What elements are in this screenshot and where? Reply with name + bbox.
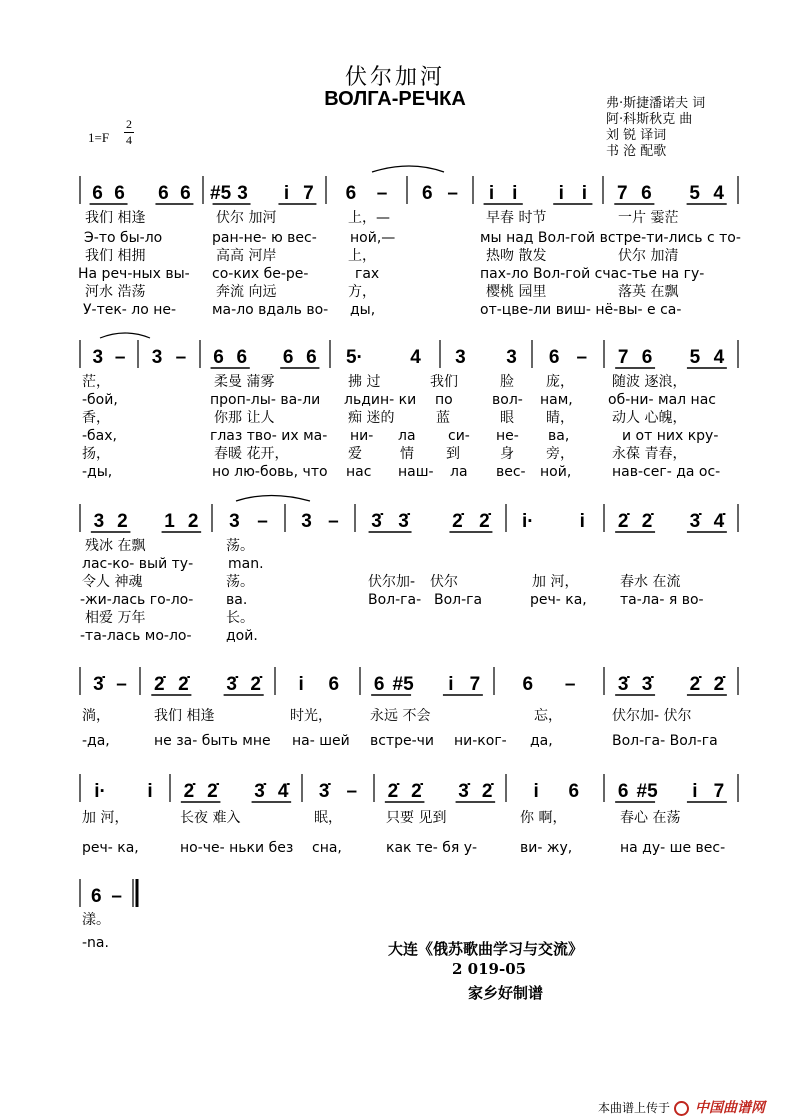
lyric-text: 加 河， bbox=[532, 574, 579, 590]
lyric-text: 扬， bbox=[82, 446, 110, 462]
lyric-text: На реч-ных вы- bbox=[78, 266, 190, 282]
lyric-text: 春暖 花开， bbox=[214, 446, 289, 462]
lyric-text: Вол-га- Вол-га bbox=[612, 733, 718, 749]
site-watermark bbox=[598, 1097, 765, 1117]
note: 2̇ bbox=[250, 674, 262, 695]
lyric-text: как те- бя у- bbox=[386, 840, 478, 856]
credit-composer: 阿·科斯秋克 曲 bbox=[606, 112, 693, 127]
note: i bbox=[692, 781, 698, 802]
time-signature-bottom: 4 bbox=[126, 133, 132, 147]
lyric-text: 到 bbox=[446, 446, 460, 462]
note: 3 bbox=[506, 347, 517, 368]
lyric-text: 伏尔 加清 bbox=[618, 248, 679, 264]
lyric-text: проп-лы- ва-ли bbox=[210, 392, 321, 408]
key-signature: 1=F bbox=[88, 130, 110, 145]
note: 6 bbox=[306, 347, 317, 368]
note: 3 bbox=[301, 511, 312, 532]
lyric-text: ни-ког- bbox=[454, 733, 507, 749]
lyric-text: 庞， bbox=[546, 374, 574, 390]
lyric-text: 伏尔 加河 bbox=[216, 210, 277, 226]
lyric-text: 荡。 bbox=[226, 574, 254, 590]
note: – bbox=[116, 674, 127, 695]
note: 3 bbox=[229, 511, 240, 532]
note: #5 bbox=[636, 781, 658, 802]
note: – bbox=[376, 183, 388, 204]
note: 3 bbox=[237, 183, 248, 204]
lyric-text: мы над Вол-гой встре-ти-лись с то- bbox=[480, 230, 741, 246]
lyric-text: 上，— bbox=[348, 210, 390, 226]
note: 3 bbox=[151, 347, 163, 368]
note: 3̇ bbox=[318, 781, 330, 802]
note: 4̇ bbox=[277, 781, 289, 802]
lyric-text: и от них кру- bbox=[622, 428, 719, 444]
lyric-text: ла bbox=[450, 464, 468, 480]
note: – bbox=[114, 347, 126, 368]
note: 2̇ bbox=[481, 781, 493, 802]
tie-arc bbox=[100, 333, 150, 338]
lyric-text: Вол-га- bbox=[368, 592, 422, 608]
note: – bbox=[111, 886, 122, 907]
lyric-text: 香， bbox=[82, 410, 110, 426]
lyric-text: 春水 在流 bbox=[620, 574, 681, 590]
credit-translator: 刘 锐 译词 bbox=[606, 128, 667, 143]
lyric-text: -na. bbox=[82, 935, 109, 951]
lyric-text: реч- ка, bbox=[82, 840, 139, 856]
lyric-text: 春心 在荡 bbox=[620, 810, 681, 826]
lyric-text: 你那 让人 bbox=[214, 410, 275, 426]
note: – bbox=[564, 674, 576, 695]
credit-arranger: 书 沧 配歌 bbox=[606, 144, 667, 159]
note: 6 bbox=[373, 674, 385, 695]
lyric-text: на ду- ше вес- bbox=[620, 840, 726, 856]
note: 7 bbox=[469, 674, 481, 695]
note: i bbox=[533, 781, 539, 802]
lyric-text: ва, bbox=[548, 428, 570, 444]
note: 2̇ bbox=[387, 781, 399, 802]
lyric-text: гах bbox=[355, 266, 380, 282]
note: 3̇ bbox=[617, 674, 629, 695]
note: 4̇ bbox=[713, 511, 725, 532]
lyric-text: от-цве-ли виш- нё-вы- е са- bbox=[480, 302, 682, 318]
lyric-text: 爱 bbox=[348, 446, 362, 462]
lyric-text: та-ла- я во- bbox=[620, 592, 704, 608]
note: 2 bbox=[187, 511, 199, 532]
note: 6 bbox=[568, 781, 580, 802]
lyric-text: 一片 霎茫 bbox=[618, 210, 679, 226]
lyric-text: ва. bbox=[226, 592, 248, 608]
note: – bbox=[175, 347, 187, 368]
lyric-text: 你 啊， bbox=[520, 810, 567, 826]
note: 2̇ bbox=[452, 511, 463, 532]
lyric-text: не за- быть мне bbox=[154, 733, 271, 749]
note: i bbox=[283, 183, 290, 204]
lyric-text: 眼 bbox=[500, 410, 514, 426]
time-signature-top: 2 bbox=[126, 117, 132, 131]
lyric-text: Э-то бы-ло bbox=[84, 230, 163, 246]
note: 6 bbox=[641, 347, 653, 368]
note: 5 bbox=[689, 347, 701, 368]
lyric-text: 早春 时节 bbox=[486, 210, 547, 226]
lyric-text: 眠， bbox=[314, 810, 342, 826]
lyric-text: 上， bbox=[348, 248, 376, 264]
note: i bbox=[512, 183, 518, 204]
lyric-text: 旁， bbox=[546, 446, 574, 462]
lyric-text: 身 bbox=[500, 446, 514, 462]
lyric-text: со-ких бе-ре- bbox=[212, 266, 309, 282]
lyric-text: по bbox=[435, 392, 453, 408]
lyric-text: 相爱 万年 bbox=[85, 610, 146, 626]
lyric-text: ды, bbox=[350, 302, 376, 318]
lyric-text: 睛， bbox=[546, 410, 574, 426]
note: i bbox=[579, 511, 585, 532]
note: 2̇ bbox=[689, 674, 701, 695]
lyric-text: 情 bbox=[400, 446, 414, 462]
lyric-text: 伏尔 bbox=[430, 574, 458, 590]
lyric-text: да, bbox=[530, 733, 553, 749]
lyric-text: лас-ко- вый ту- bbox=[82, 556, 194, 572]
lyric-text: 漾。 bbox=[82, 912, 110, 928]
lyric-text: 痴 迷的 bbox=[348, 410, 395, 426]
footer-source: 大连《俄苏歌曲学习与交流》 bbox=[388, 940, 584, 958]
lyric-text: -да, bbox=[82, 733, 110, 749]
note: 6 bbox=[617, 781, 629, 802]
note: 6 bbox=[345, 183, 357, 204]
lyric-text: 我们 相逢 bbox=[85, 210, 146, 226]
lyric-text: пах-ло Вол-гой счас-тье на гу- bbox=[480, 266, 705, 282]
lyric-text: но лю-бовь, что bbox=[212, 464, 328, 480]
lyric-text: -бах, bbox=[82, 428, 117, 444]
lyric-text: 我们 相逢 bbox=[154, 708, 215, 724]
lyric-text: Вол-га bbox=[434, 592, 483, 608]
note: 6 bbox=[422, 183, 433, 204]
lyric-text: 长夜 难入 bbox=[180, 810, 241, 826]
lyric-text: 只要 见到 bbox=[386, 810, 447, 826]
lyric-text: ма-ло вдаль во- bbox=[212, 302, 329, 318]
lyric-text: 令人 神魂 bbox=[82, 574, 143, 590]
lyric-text: ной,— bbox=[350, 230, 396, 246]
lyric-text: У-тек- ло не- bbox=[83, 302, 177, 318]
lyric-text: нас bbox=[346, 464, 372, 480]
logo-icon bbox=[674, 1101, 689, 1116]
note: 6 bbox=[180, 183, 191, 204]
lyric-text: нав-сег- да ос- bbox=[612, 464, 721, 480]
note: 6 bbox=[91, 886, 102, 907]
note: 3̇ bbox=[641, 674, 653, 695]
note: – bbox=[328, 511, 339, 532]
note: 2 bbox=[117, 511, 128, 532]
lyric-text: 淌， bbox=[82, 708, 110, 724]
lyric-text: вол- bbox=[492, 392, 523, 408]
note: 4 bbox=[410, 347, 421, 368]
note: 2̇ bbox=[411, 781, 422, 802]
note: 7 bbox=[616, 183, 628, 204]
note: 2̇ bbox=[713, 674, 725, 695]
note: 3̇ bbox=[226, 674, 237, 695]
note: 7 bbox=[713, 781, 725, 802]
lyric-text: 我们 bbox=[430, 374, 458, 390]
note: 4 bbox=[713, 183, 725, 204]
lyric-text: 茫， bbox=[82, 374, 110, 390]
lyric-text: 方， bbox=[348, 284, 376, 300]
note: 2̇ bbox=[617, 511, 629, 532]
lyric-text: 河水 浩荡 bbox=[85, 284, 146, 300]
note: i bbox=[581, 183, 588, 204]
note: 2̇ bbox=[641, 511, 653, 532]
lyric-text: 伏尔加- 伏尔 bbox=[612, 708, 692, 724]
note: 3 bbox=[93, 511, 105, 532]
note: 2̇ bbox=[183, 781, 195, 802]
note: 5 bbox=[689, 183, 700, 204]
song-title-russian: ВОЛГА-РЕЧКА bbox=[324, 88, 466, 110]
lyric-text: 长。 bbox=[226, 610, 254, 626]
note: 6 bbox=[328, 674, 340, 695]
lyric-text: 伏尔加- bbox=[368, 574, 416, 590]
note: i bbox=[147, 781, 153, 802]
tie-arc bbox=[236, 496, 310, 502]
lyric-text: 荡。 bbox=[226, 538, 254, 554]
lyric-text: ви- жу, bbox=[520, 840, 573, 856]
note: 2̇ bbox=[479, 511, 490, 532]
lyric-text: -та-лась мо-ло- bbox=[80, 628, 192, 644]
lyric-text: 加 河， bbox=[82, 810, 129, 826]
lyric-text: 脸 bbox=[500, 374, 514, 390]
lyric-text: 随波 逐浪， bbox=[612, 374, 687, 390]
lyric-text: не- bbox=[496, 428, 519, 444]
note: 6 bbox=[213, 347, 224, 368]
lyric-text: сна, bbox=[312, 840, 342, 856]
lyric-text: man. bbox=[228, 556, 264, 572]
lyric-text: 时光， bbox=[290, 708, 332, 724]
note: 6 bbox=[548, 347, 560, 368]
note: 3̇ bbox=[398, 511, 409, 532]
lyric-text: ла bbox=[398, 428, 416, 444]
lyric-text: 残冰 在飘 bbox=[85, 538, 146, 554]
lyric-text: 柔曼 蒲雾 bbox=[214, 374, 275, 390]
lyric-text: дой. bbox=[226, 628, 258, 644]
note: 6 bbox=[522, 674, 534, 695]
note: 6 bbox=[92, 183, 103, 204]
note: i· bbox=[94, 781, 106, 802]
note: 2̇ bbox=[153, 674, 165, 695]
note: i bbox=[488, 183, 495, 204]
lyric-text: 动人 心魄， bbox=[612, 410, 687, 426]
lyric-text: 永远 不会 bbox=[370, 708, 431, 724]
credit-lyricist: 弗·斯捷潘诺夫 词 bbox=[606, 96, 706, 111]
note: i bbox=[558, 183, 564, 204]
lyric-text: наш- bbox=[398, 464, 434, 480]
watermark-text: 本曲谱上传于 bbox=[598, 1101, 671, 1115]
lyric-text: встре-чи bbox=[370, 733, 435, 749]
note: i bbox=[448, 674, 454, 695]
note: #5 bbox=[210, 183, 232, 204]
note: 7 bbox=[617, 347, 629, 368]
lyric-text: 永葆 青春， bbox=[612, 446, 687, 462]
note: i· bbox=[521, 511, 534, 532]
note: 3 bbox=[92, 347, 104, 368]
lyric-text: льдин- ки bbox=[344, 392, 417, 408]
lyric-text: об-ни- мал нас bbox=[608, 392, 716, 408]
lyric-text: -жи-лась го-ло- bbox=[80, 592, 194, 608]
footer-maker: 家乡好制谱 bbox=[468, 984, 544, 1002]
note: 7 bbox=[303, 183, 314, 204]
lyric-text: ни- bbox=[350, 428, 374, 444]
note: 6 bbox=[236, 347, 248, 368]
note: – bbox=[576, 347, 588, 368]
lyric-text: си- bbox=[448, 428, 470, 444]
note: – bbox=[447, 183, 458, 204]
lyric-text: -бой, bbox=[82, 392, 118, 408]
note: 3̇ bbox=[93, 674, 104, 695]
lyric-text: на- шей bbox=[292, 733, 350, 749]
note: 6 bbox=[282, 347, 294, 368]
note: 6 bbox=[114, 183, 125, 204]
footer-date: 2 019-05 bbox=[452, 960, 527, 978]
lyric-text: нам, bbox=[540, 392, 573, 408]
note: 3 bbox=[455, 347, 466, 368]
lyric-text: 高高 河岸 bbox=[216, 248, 277, 264]
lyric-text: -ды, bbox=[82, 464, 113, 480]
song-title-chinese: 伏尔加河 bbox=[344, 65, 445, 90]
lyric-text: 奔流 向远 bbox=[216, 284, 277, 300]
note: 3̇ bbox=[458, 781, 469, 802]
lyric-text: глаз тво- их ма- bbox=[210, 428, 328, 444]
lyric-text: 樱桃 园里 bbox=[486, 284, 547, 300]
note: 2̇ bbox=[178, 674, 189, 695]
tie-arc bbox=[372, 166, 444, 172]
watermark-logo: 中国曲谱网 bbox=[695, 1100, 766, 1116]
lyric-text: но-че- ньки без bbox=[180, 840, 294, 856]
note: 6 bbox=[158, 183, 169, 204]
note: – bbox=[257, 511, 268, 532]
lyric-text: вес- bbox=[496, 464, 526, 480]
note: i bbox=[298, 674, 304, 695]
lyric-text: ной, bbox=[540, 464, 572, 480]
note: 3̇ bbox=[371, 511, 382, 532]
lyric-text: 忘， bbox=[534, 708, 562, 724]
note: 5· bbox=[345, 347, 363, 368]
note: 3̇ bbox=[689, 511, 701, 532]
lyric-text: 热吻 散发 bbox=[486, 248, 547, 264]
note: 1 bbox=[164, 511, 175, 532]
note: 4 bbox=[713, 347, 725, 368]
note: – bbox=[346, 781, 358, 802]
note: 2̇ bbox=[207, 781, 218, 802]
lyric-text: 落英 在飘 bbox=[618, 284, 679, 300]
note: 6 bbox=[641, 183, 652, 204]
lyric-text: реч- ка, bbox=[530, 592, 587, 608]
note: #5 bbox=[392, 674, 414, 695]
lyric-text: 拂 过 bbox=[348, 374, 381, 390]
lyric-text: 我们 相拥 bbox=[85, 248, 146, 264]
lyric-text: 蓝 bbox=[436, 410, 450, 426]
lyric-text: ран-не- ю вес- bbox=[212, 230, 317, 246]
note: 3̇ bbox=[254, 781, 265, 802]
